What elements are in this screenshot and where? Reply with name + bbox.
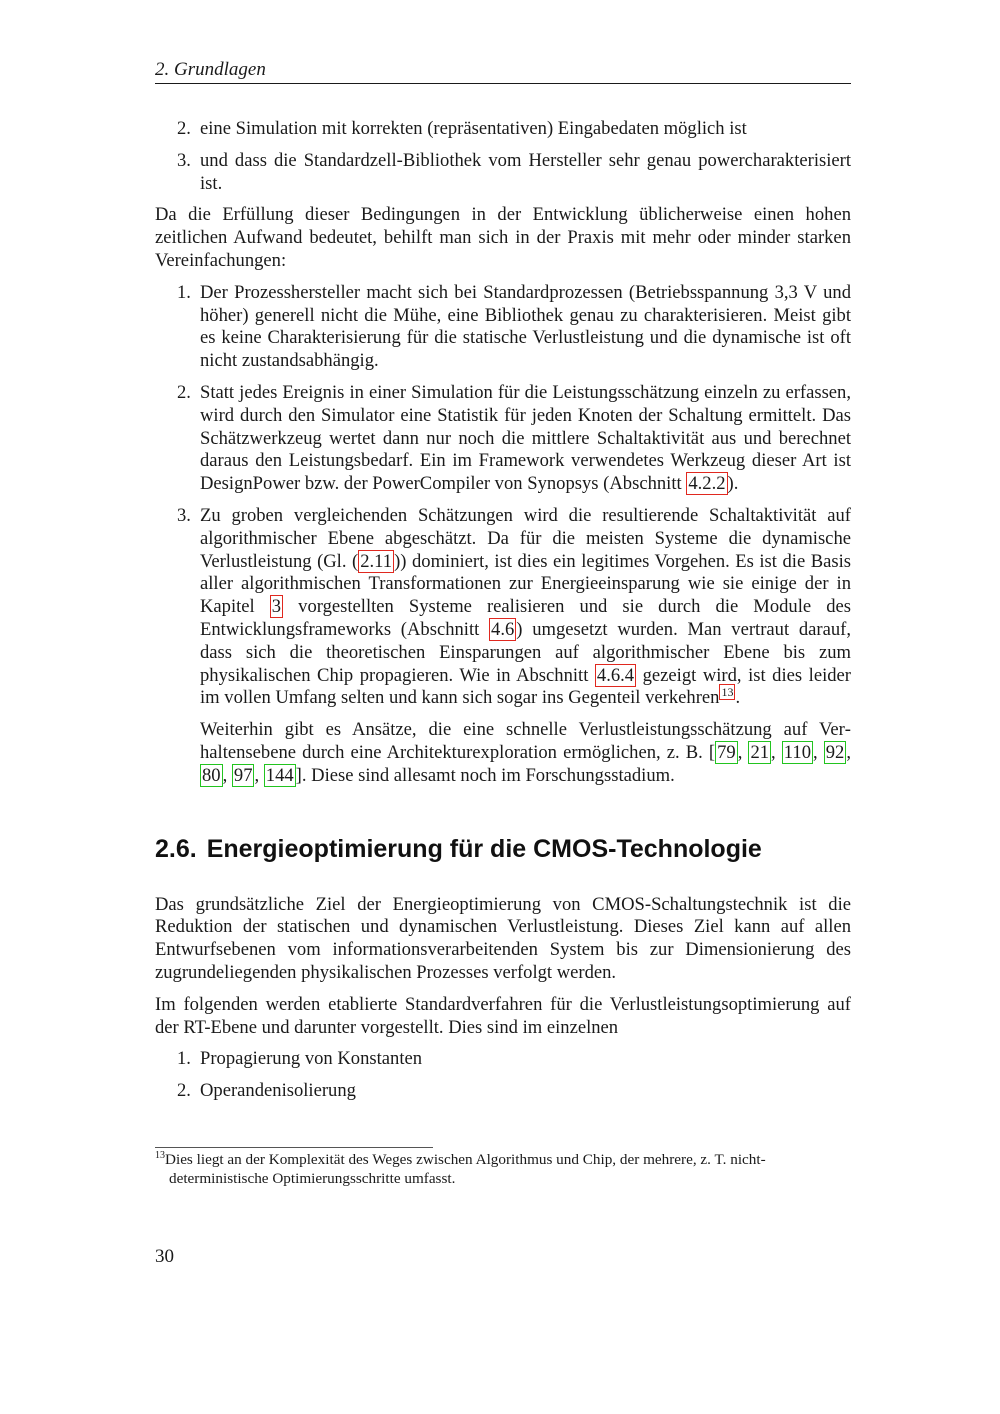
footnote-text: Dies liegt an der Komplexität des Weges zwischen Algorithmus und Chip, der mehrere, z. T. nicht-	[165, 1151, 766, 1168]
requirements-list-continued	[155, 118, 851, 195]
section-paragraph: Im folgenden werden etablierte Standardverfahren für die Verlustleistungsoptimierung auf der RT-Ebene und darunter vorgestellt. Dies sind im einzelnen	[155, 993, 851, 1038]
footnote	[155, 1150, 851, 1188]
page-number: 30	[155, 1246, 174, 1267]
section-ref-link[interactable]: 4.6	[491, 618, 515, 640]
list-item-text: Propagierung von Konstanten	[200, 1048, 423, 1070]
list-item-number: 2.	[177, 118, 191, 139]
equation-ref-link[interactable]: 2.11	[360, 550, 393, 572]
list-item	[155, 150, 851, 196]
list-item-number: 1.	[177, 281, 191, 303]
simplifications-list	[155, 282, 851, 788]
footnote-text-continued: deterministische Optimierungsschritte umfasst.	[169, 1170, 456, 1187]
citation-link[interactable]: 110	[783, 741, 811, 763]
list-item-number: 3.	[177, 504, 191, 526]
list-item-number: 2.	[177, 1080, 191, 1102]
footnote-divider	[155, 1147, 433, 1148]
list-item	[155, 1080, 851, 1103]
section-paragraph: Das grundsätzliche Ziel der Energieoptimierung von CMOS-Schaltungstechnik ist die Reduktion der statischen und dynamischen Verlustleistung. Dieses Ziel kann auf allen Entwurfsebenen vom informationsverarbeitenden System bis zur Dimensionierung des zugrundeliegenden physikalischen Prozesses verfolgt werden.	[155, 893, 851, 983]
section-number: 2.6.	[155, 834, 197, 863]
list-item-paragraph: Weiterhin gibt es Ansätze, die eine schnelle Verlustleistungsschätzung auf Verhaltensebene durch eine Architekturexploration ermöglichen, z. B. [ 79 , 21 , 110 , 92 , 80 , 97 , 144 ]. Diese sind allesamt noch im Forschungsstadium.	[200, 719, 851, 786]
list-item-paragraph: Zu groben vergleichenden Schätzungen wird die resultierende Schaltaktivität auf algorithmischer Ebene abgeschätzt. Da für die meisten Systeme die dynamische Verlustleistung (Gl. ( 2.11 )) dominiert, ist dies ein legitimes Vorgehen. Es ist die Basis aller algorithmischen Transformationen zur Energieeinsparung wie sie einige der in Kapitel 3 vorgestellten Systeme realisieren und sie durch die Module des Entwicklungsframeworks (Abschnitt 4.6 ) umgesetzt wurden. Man vertraut darauf, dass sich die theoretischen Einsparungen auf algorithmischer Ebene bis zum physikalischen Chip propagieren. Wie in Abschnitt 4.6.4 gezeigt wird, ist dies leider im vollen Umfang selten und kann sich sogar ins Gegenteil verkehren $^{13}$ .	[200, 504, 851, 709]
list-item-text: Der Prozesshersteller macht sich bei Standardprozessen (Betriebsspannung 3,3 V und höher) generell nicht die Mühe, eine Bibliothek genau zu charakterisieren. Meist gibt es keine Charakterisierung für die statische Verlustleistung und die dynamische ist oft nicht zustandsabhängig.	[200, 281, 851, 372]
section-ref-link[interactable]: 4.2.2	[688, 473, 726, 495]
citation-link[interactable]: 97	[233, 764, 253, 786]
section-ref-link[interactable]: 4.6.4	[596, 664, 635, 686]
citation-link[interactable]: 80	[202, 764, 221, 786]
list-item	[155, 282, 851, 373]
list-item-number: 1.	[177, 1048, 191, 1070]
footnote-ref-link[interactable]: 13	[721, 685, 734, 700]
citation-link[interactable]: 79	[717, 741, 736, 763]
methods-list	[155, 1048, 851, 1103]
list-item-number: 2.	[177, 381, 191, 403]
list-item-text: Statt jedes Ereignis in einer Simulation für die Leistungsschätzung einzeln zu erfassen, wird durch den Simulator eine Statistik für jeden Knoten der Schaltung ermittelt. Das Schätzwerkzeug wertet dann nur noch die mittlere Schaltaktivität aus und berechnet daraus den Leistungsbedarf. Ein im Framework verwendetes Werkzeug dieser Art ist DesignPower bzw. der PowerCompiler von Synopsys (Abschnitt	[200, 381, 851, 495]
list-item	[155, 1048, 851, 1071]
section-heading	[155, 834, 851, 864]
list-item-text: Operandenisolierung	[200, 1080, 356, 1102]
chapter-ref-link[interactable]: 3	[271, 596, 282, 618]
list-item-number: 3.	[177, 149, 191, 171]
section-title: Energieoptimierung für die CMOS-Technologie	[206, 834, 762, 863]
footnote-mark: 13	[155, 1149, 165, 1161]
page-body	[155, 118, 851, 1112]
intro-paragraph: Da die Erfüllung dieser Bedingungen in der Entwicklung üblicherweise einen hohen zeitlichen Aufwand bedeutet, behilft man sich in der Praxis mit mehr oder minder starken Vereinfachungen:	[155, 204, 851, 271]
running-header: 2. Grundlagen	[155, 58, 851, 84]
list-item: 2. Statt jedes Ereignis in einer Simulation für die Leistungsschätzung einzeln zu erfassen, wird durch den Simulator eine Statistik für jeden Knoten der Schaltung ermittelt. Das Schätzwerkzeug wertet dann nur noch die mittlere Schaltaktivität aus und berechnet daraus den Leistungsbedarf. Ein im Framework verwendetes Werkzeug dieser Art ist DesignPower bzw. der PowerCompiler von Synopsys (Abschnitt 4.2.2 ).	[177, 381, 851, 495]
list-item	[155, 505, 851, 788]
citation-link[interactable]: 92	[825, 741, 845, 763]
list-item	[155, 118, 851, 141]
citation-link[interactable]: 144	[265, 764, 294, 786]
list-item-text: und dass die Standardzell-Bibliothek vom Hersteller sehr genau powercharakterisiert ist.	[200, 149, 851, 194]
citation-link[interactable]: 21	[750, 741, 770, 763]
list-item-text: eine Simulation mit korrekten (repräsentativen) Eingabedaten möglich ist	[200, 118, 747, 139]
